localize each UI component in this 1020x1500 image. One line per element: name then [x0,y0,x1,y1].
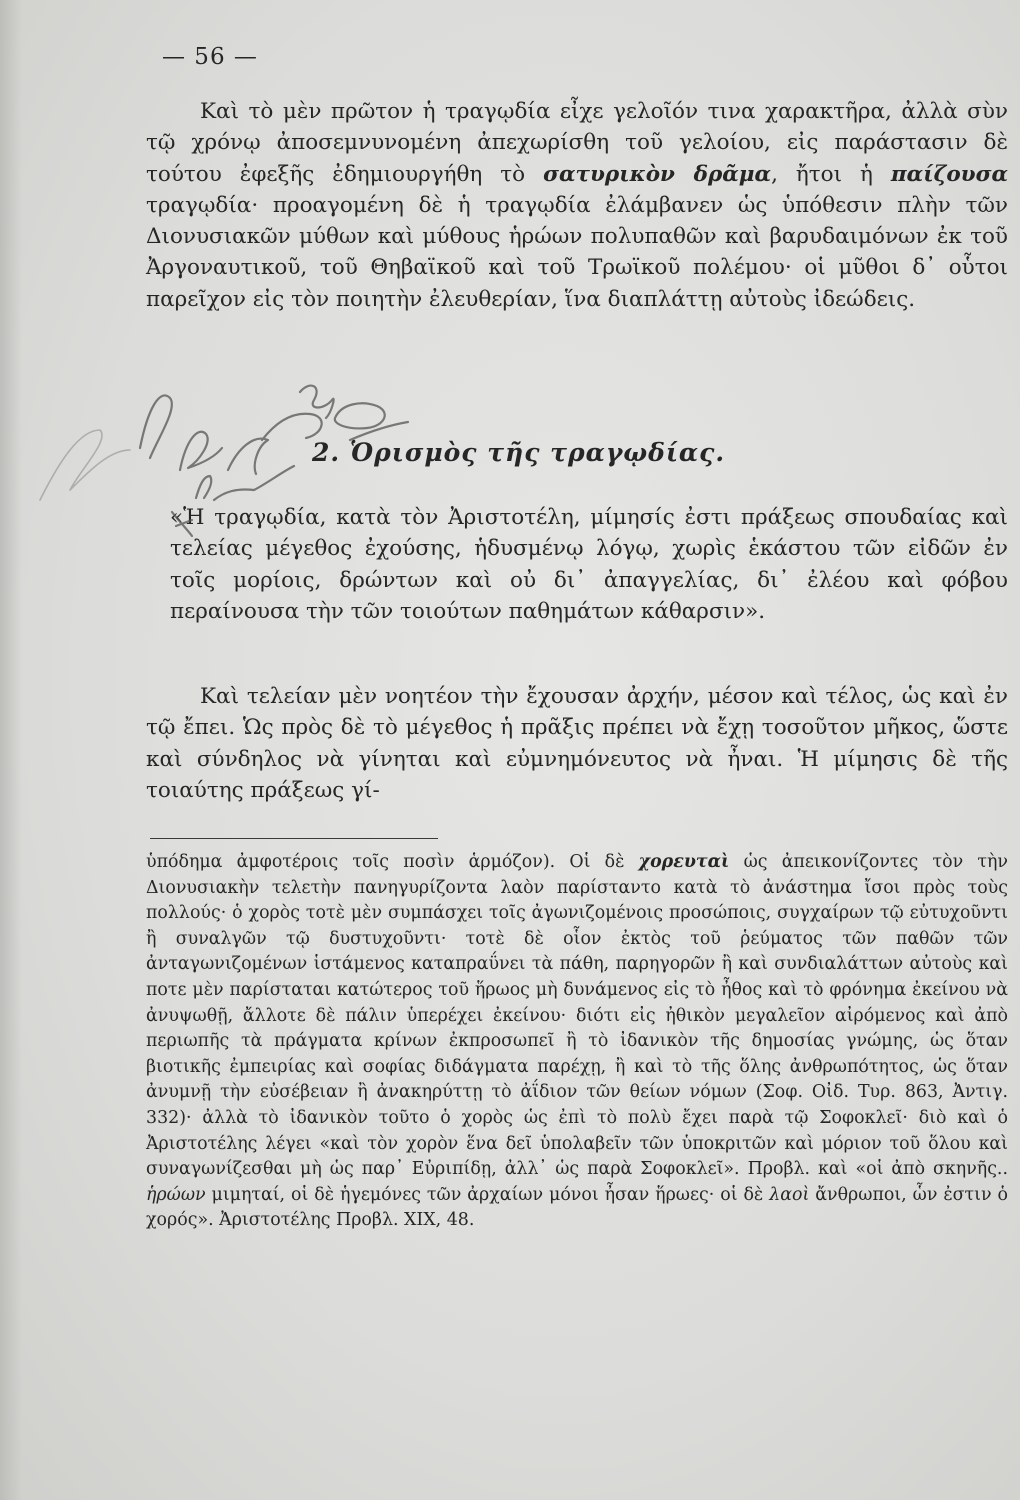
footnote-divider [150,838,438,839]
paragraph-origins-tail: τραγῳδία· προαγομένη δὲ ἡ τραγῳδία ἐλάμβανεν ὡς ὑπόθεσιν πλὴν τῶν Διονυσιακῶν μύθων καὶ μύθους ἡρώων πολυπαθῶν καὶ βαρυδαιμόνων ἐκ τοῦ Ἀργοναυτικοῦ, τοῦ Θηβαϊκοῦ καὶ τοῦ Τρωϊκοῦ πολέμου· οἱ μῦθοι δ᾽ οὗτοι παρεῖχον εἰς τὸν ποιητὴν ἐλευθερίαν, ἵνα διαπλάττῃ αὐτοὺς ἰδεώδεις. [146,192,1008,312]
footnote-term-laoi: λαοὶ [769,1184,810,1205]
page-number: — 56 — [162,44,258,70]
scribble-mark-12 [40,430,130,500]
scribble-mark-5 [262,414,322,440]
footnote-part-2: ὡς ἀπεικονίζοντες τὸν τὴν Διονυσιακὴν τελετὴν πανηγυρίζοντα λαὸν παρίσταντο κατὰ τὸ ἀνάστημα ἴσοι πρὸς τοὺς πολλούς· ὁ χορὸς τοτὲ μὲν συμπάσχει τοῖς ἀγωνιζομένοις προσώποις, συγχαίρων τῷ εὐτυχοῦντι ἢ συναλγῶν τῷ δυστυχοῦντι· τοτὲ δὲ οἷον ἐκτὸς τοῦ ῥεύματος τῶν παθῶν τῶν ἀνταγωνιζομένων ἱστάμενος καταπραΰνει τὰ πάθη, παρηγορῶν ἢ καὶ συνδιαλάττων αὐτοὺς καὶ ποτε μὲν παρίσταται κατώτερος τοῦ ἥρωος μὴ δυνάμενος εἰς τὸ ἦθος καὶ τὸ φρόνημα ἐκείνου νὰ ἀνυψωθῇ, ἄλλοτε δὲ πάλιν ὑπερέχει ἐκείνου· διότι εἰς ἠθικὸν μεγαλεῖον αἰρόμενος καὶ ἀπὸ περιωπῆς τὰ πράγματα κρίνων ἐκπροσωπεῖ ἢ τὸ ἰδανικὸν τῆς δημοσίας γνώμης, ὡς ὅταν βιοτικῆς ἐμπειρίας καὶ σοφίας διδάγματα παρέχῃ, ἢ καὶ τὸ τῆς ὅλης ἀνθρωπότητος, ὡς ὅταν ἀνυμνῇ τὴν εὐσέβειαν ἢ ἀνακηρύττῃ τὸ ἀΐδιον τῶν θείων νόμων (Σοφ. Οἰδ. Τυρ. 863, Ἀντιγ. 332)· ἀλλὰ τὸ ἰδανικὸν τοῦτο ὁ χορὸς ὡς ἐπὶ τὸ πολὺ ἔχει παρὰ τῷ Σοφοκλεῖ· διὸ καὶ ὁ Ἀριστοτέλης λέγει «καὶ τὸν χορὸν ἕνα δεῖ ὑπολαβεῖν τῶν ὑποκριτῶν καὶ μόριον τοῦ ὅλου καὶ συναγωνίζεσθαι μὴ ὡς παρ᾽ Εὐριπίδῃ, ἀλλ᾽ ὡς παρὰ Σοφοκλεῖ». Προβλ. καὶ «οἱ ἀπὸ σκηνῆς.. [146,852,1008,1180]
footnote-term-heroon: ἡρώων [146,1184,206,1205]
footnote-part-3: μιμηταί, οἱ δὲ ἡγεμόνες τῶν ἀρχαίων μόνοι ἦσαν ἥρωες· οἱ δὲ [205,1184,770,1205]
scribble-mark-3 [180,432,222,470]
paragraph-origins-mid: , ἤτοι ἡ [771,161,891,187]
paragraph-definition: «Ἡ τραγῳδία, κατὰ τὸν Ἀριστοτέλη, μίμησίς ἐστι πράξεως σπουδαίας καὶ τελείας μέγεθος ἐχούσης, ἡδυσμένῳ λόγῳ, χωρὶς ἑκάστου τῶν εἰδῶν ἐν τοῖς μορίοις, δρώντων καὶ οὐ δι᾽ ἀπαγγελίας, δι᾽ ἐλέου καὶ φόβου περαίνουσα τὴν τῶν τοιούτων παθημάτων κάθαρσιν». [170,505,1008,624]
paragraph-origins-lead: Καὶ τὸ μὲν πρῶτον ἡ τραγῳδία εἶχε γελοῖόν τινα χαρακτῆρα, ἀλλὰ σὺν τῷ χρόνῳ ἀποσεμνυνομένη ἀπεχωρίσθη τοῦ γελοίου, εἰς παράστασιν δὲ τούτου ἐφεξῆς ἐδημιουργήθη τὸ [146,99,1008,187]
paragraph-completeness: Καὶ τελείαν μὲν νοητέον τὴν ἔχουσαν ἀρχήν, μέσον καὶ τέλος, ὡς καὶ ἐν τῷ ἔπει. Ὡς πρὸς δὲ τὸ μέγεθος ἡ πρᾶξις πρέπει νὰ ἔχῃ τοσοῦτον μῆκος, ὥστε καὶ σύνδηλος νὰ γίνηται καὶ εὐμνημόνευτος νὰ ἦναι. Ἡ μίμησις δὲ τῆς τοιαύτης πράξεως γί- [146,684,1008,803]
section-heading: 2. Ὁρισμὸς τῆς τραγῳδίας. [312,438,726,467]
scribble-mark-9 [214,466,294,500]
paragraph-origins [146,96,1008,315]
term-paizousa: παίζουσα [890,161,1008,187]
scribble-mark-1 [300,386,334,418]
page-shadow [0,0,22,1500]
footnote-part-4: ἄνθρωποι, ὧν ἐστιν ὁ χορός». Ἀριστοτέλης Προβλ. XIX, 48. [146,1184,1008,1231]
footnote [146,850,1008,1234]
scribble-mark-4 [228,439,268,474]
term-satyr-drama: σατυρικὸν δρᾶμα [543,161,772,187]
footnote-part-1: ὑπόδημα ἀμφοτέροις τοῖς ποσὶν ἁρμόζον). Οἱ δὲ [146,852,639,872]
scribble-mark-6 [335,403,385,428]
scribble-mark-8 [196,476,211,498]
footnote-term-choreutai: χορευταὶ [638,852,730,872]
scribble-mark-2 [140,395,172,458]
